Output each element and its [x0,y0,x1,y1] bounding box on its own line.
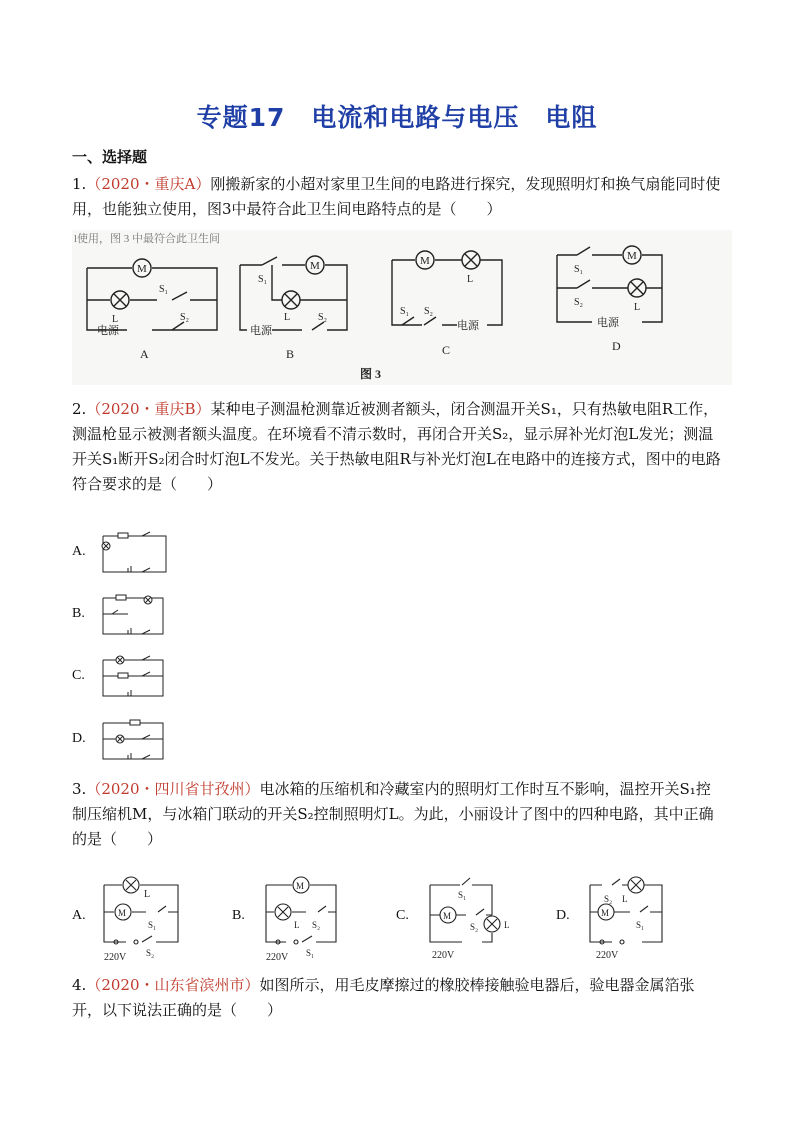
figure-3-circuits [72,230,732,385]
q3-option-c-label: C. [396,908,409,923]
q2-circuit-d [98,715,170,765]
option-a: A [140,347,149,361]
svg-text:M: M [137,263,147,275]
page-title: 专题17 电流和电路与电压 电阻 [196,103,598,132]
svg-text:S₂: S₂ [424,306,434,317]
q2-circuit-a [98,528,170,578]
svg-text:L: L [504,920,510,930]
svg-text:电源: 电源 [250,325,272,337]
question-number: 2. [72,400,87,418]
question-text: 刚搬新家的小超对家里卫生间的电路进行探究，发现照明灯和换气扇能同时使用，也能独立使用，图3中最符合此卫生间电路特点的是（ ） [72,175,721,218]
svg-text:S₂: S₂ [470,922,479,932]
section-heading: 一、选择题 [72,148,148,166]
svg-text:220V: 220V [104,952,127,963]
question-1: 1.（2020・重庆A）刚搬新家的小超对家里卫生间的电路进行探究，发现照明灯和换气扇能同时使用，也能独立使用，图3中最符合此卫生间电路特点的是（ ） [72,175,721,218]
svg-text:S₂: S₂ [180,312,190,323]
figure-caption: 图 3 [360,367,382,381]
question-text: 某种电子测温枪测靠近被测者额头，闭合测温开关S₁，只有热敏电阻R工作，测温枪显示被测者额头温度。在环境看不清示数时，再闭合开关S₂，显示屏补光灯泡L发光；测温开关S₁断开S₂闭合时灯泡L不发光。关于热敏电阻R与补光灯泡L在电路中的连接方式，图中的电路符合要求的是（ ） [72,400,721,493]
svg-text:220V: 220V [266,952,289,963]
option-d: D [612,339,621,353]
option-c: C [442,343,451,357]
svg-text:M: M [420,255,430,267]
q2-option-b-label: B. [72,606,85,621]
svg-text:S₂: S₂ [312,920,321,930]
svg-text:L: L [144,889,151,900]
svg-text:M: M [443,911,452,921]
svg-text:M: M [310,260,320,272]
question-number: 4. [72,976,87,994]
svg-text:S₁: S₁ [636,920,645,930]
svg-text:L: L [294,920,300,930]
svg-text:电源: 电源 [457,320,479,332]
question-source: 2020・四川省甘孜州 [101,780,245,798]
question-source: 2020・山东省滨州市 [101,976,245,994]
q3-circuit-b [256,870,346,965]
svg-text:电源: 电源 [597,317,619,329]
svg-text:M: M [118,908,127,918]
svg-text:S₁: S₁ [258,274,268,285]
svg-text:S₂: S₂ [574,297,584,308]
svg-text:S₂: S₂ [604,894,613,904]
question-number: 3. [72,780,87,798]
svg-text:M: M [296,881,305,891]
q3-option-a-label: A. [72,908,86,923]
q2-option-d-label: D. [72,731,86,746]
svg-text:S₁: S₁ [400,306,410,317]
svg-text:S₁: S₁ [574,264,584,275]
svg-text:L: L [622,894,628,904]
svg-text:S₁: S₁ [306,948,315,958]
question-4: 4.（2020・山东省滨州市）如图所示，用毛皮摩擦过的橡胶棒接触验电器后，验电器金属箔张开，以下说法正确的是（ ） [72,976,695,1019]
q2-circuit-b [98,590,170,640]
question-2: 2.（2020・重庆B）某种电子测温枪测靠近被测者额头，闭合测温开关S₁，只有热敏电阻R工作，测温枪显示被测者额头温度。在环境看不清示数时，再闭合开关S₂，显示屏补光灯泡L发光；测温开关S₁断开S₂闭合时灯泡L不发光。关于热敏电阻R与补光灯泡L在电路中的连接方式，图中的电路符合要求的是（ ） [72,400,721,493]
cropped-header-text: l使用，图 3 中最符合此卫生间 [74,233,221,245]
svg-text:L: L [284,312,291,323]
svg-text:L: L [634,302,641,313]
svg-text:M: M [627,250,637,262]
q3-option-d-label: D. [556,908,570,923]
svg-text:L: L [112,314,119,325]
svg-text:220V: 220V [596,950,619,961]
question-text: 电冰箱的压缩机和冷藏室内的照明灯工作时互不影响，温控开关S₁控制压缩机M，与冰箱门联动的开关S₂控制照明灯L。为此，小丽设计了图中的四种电路，其中正确的是（ ） [72,780,714,848]
q2-circuit-c [98,652,170,702]
svg-text:S₁: S₁ [159,284,169,295]
svg-text:S₂: S₂ [318,312,328,323]
svg-text:S₁: S₁ [458,890,467,900]
option-b: B [286,347,295,361]
svg-text:电源: 电源 [97,325,119,337]
q2-option-a-label: A. [72,544,86,559]
question-source: 2020・重庆A [101,175,196,193]
svg-text:L: L [467,274,474,285]
q3-option-b-label: B. [232,908,245,923]
q3-circuit-a [96,870,186,965]
svg-text:S₂: S₂ [146,948,155,958]
svg-text:S₁: S₁ [148,920,157,930]
q3-circuit-d [582,870,672,965]
question-number: 1. [72,175,87,193]
question-3: 3.（2020・四川省甘孜州）电冰箱的压缩机和冷藏室内的照明灯工作时互不影响，温控开关S₁控制压缩机M，与冰箱门联动的开关S₂控制照明灯L。为此，小丽设计了图中的四种电路，其中正确的是（ ） [72,780,714,848]
svg-text:220V: 220V [432,950,455,961]
question-text: 如图所示，用毛皮摩擦过的橡胶棒接触验电器后，验电器金属箔张开，以下说法正确的是（ ） [72,976,695,1019]
question-source: 2020・重庆B [101,400,196,418]
q2-option-c-label: C. [72,668,85,683]
q3-circuit-c [422,870,522,965]
svg-text:M: M [601,908,610,918]
